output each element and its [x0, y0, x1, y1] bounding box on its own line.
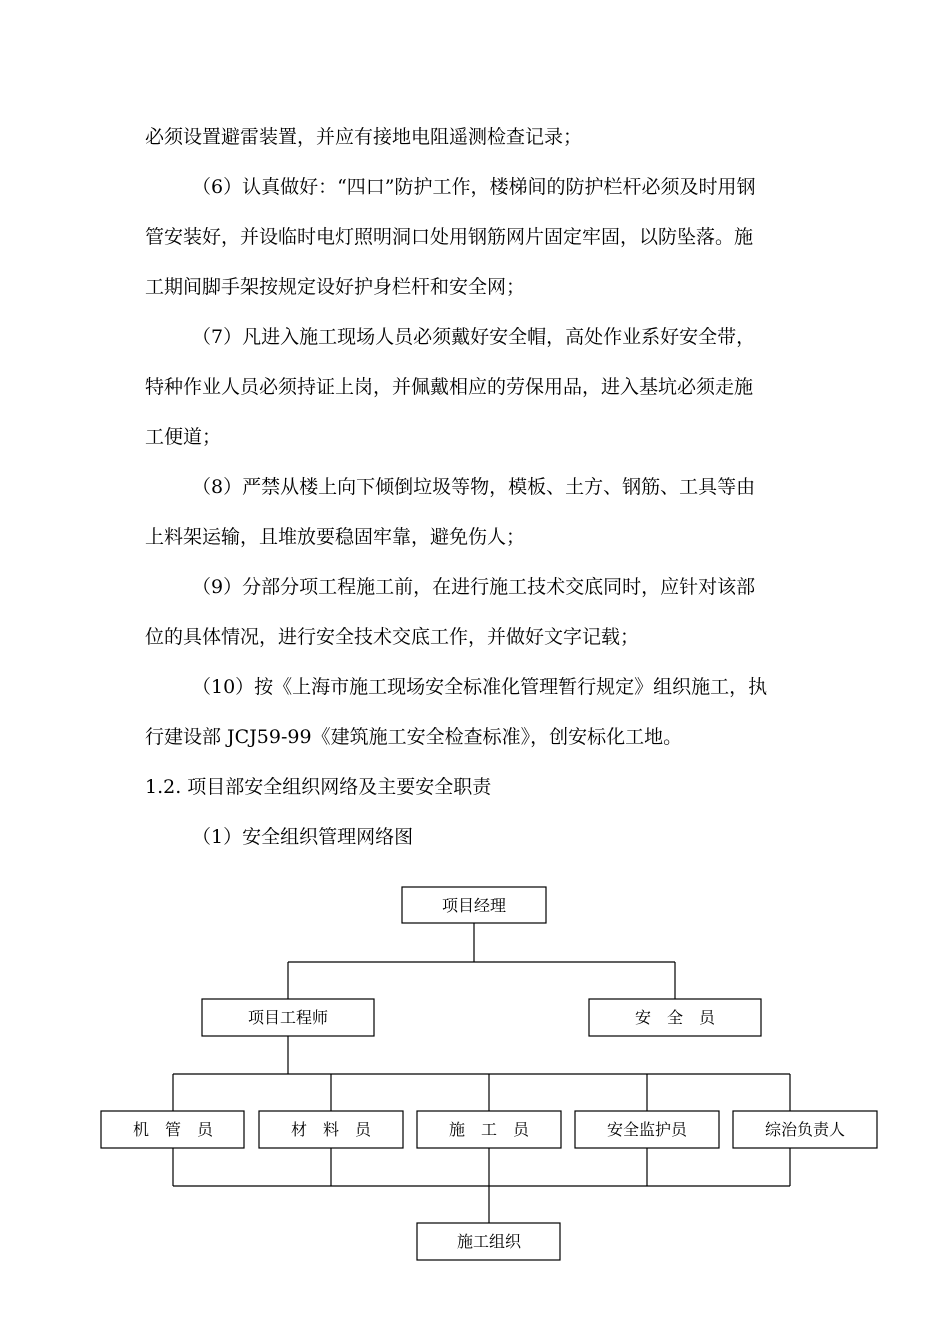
section-heading: 1.2. 项目部安全组织网络及主要安全职责 [145, 776, 492, 798]
paragraph-line: 工便道； [145, 426, 222, 448]
paragraph-line: 管安装好，并设临时电灯照明洞口处用钢筋网片固定牢固，以防坠落。施 [145, 226, 754, 248]
paragraph-line: 位的具体情况，进行安全技术交底工作，并做好文字记载； [145, 626, 640, 648]
paragraph-line: （8）严禁从楼上向下倾倒垃圾等物，模板、土方、钢筋、工具等由 [192, 476, 756, 498]
paragraph-line: （6）认真做好：“四口”防护工作，楼梯间的防护栏杆必须及时用钢 [192, 176, 756, 198]
box-label: 施 工 员 [448, 1120, 530, 1139]
paragraph-line: （10）按《上海市施工现场安全标准化管理暂行规定》组织施工，执 [192, 676, 768, 698]
paragraph-line: 上料架运输，且堆放要稳固牢靠，避免伤人； [145, 526, 526, 548]
paragraph-line: 行建设部 JCJ59-99《建筑施工安全检查标准》，创安标化工地。 [145, 726, 683, 748]
box-label: 施工组织 [456, 1232, 522, 1251]
box-label: 安 全 员 [634, 1008, 716, 1027]
box-label: 机 管 员 [132, 1120, 214, 1139]
box-label: 项目经理 [441, 896, 507, 915]
box-label: 安全监护员 [606, 1120, 688, 1139]
connector-lines [173, 923, 790, 1223]
subheading: （1）安全组织管理网络图 [192, 826, 414, 848]
box-label: 项目工程师 [247, 1008, 329, 1027]
paragraph-line: 工期间脚手架按规定设好护身栏杆和安全网； [145, 276, 526, 298]
paragraph-line: 特种作业人员必须持证上岗，并佩戴相应的劳保用品，进入基坑必须走施 [145, 376, 754, 398]
paragraph-line: 必须设置避雷装置，并应有接地电阻遥测检查记录； [145, 126, 583, 148]
paragraph-line: （7）凡进入施工现场人员必须戴好安全帽，高处作业系好安全带， [192, 326, 756, 348]
box-label: 综治负责人 [764, 1120, 846, 1139]
paragraph-line: （9）分部分项工程施工前，在进行施工技术交底同时，应针对该部 [192, 576, 756, 598]
box-label: 材 料 员 [290, 1120, 372, 1139]
